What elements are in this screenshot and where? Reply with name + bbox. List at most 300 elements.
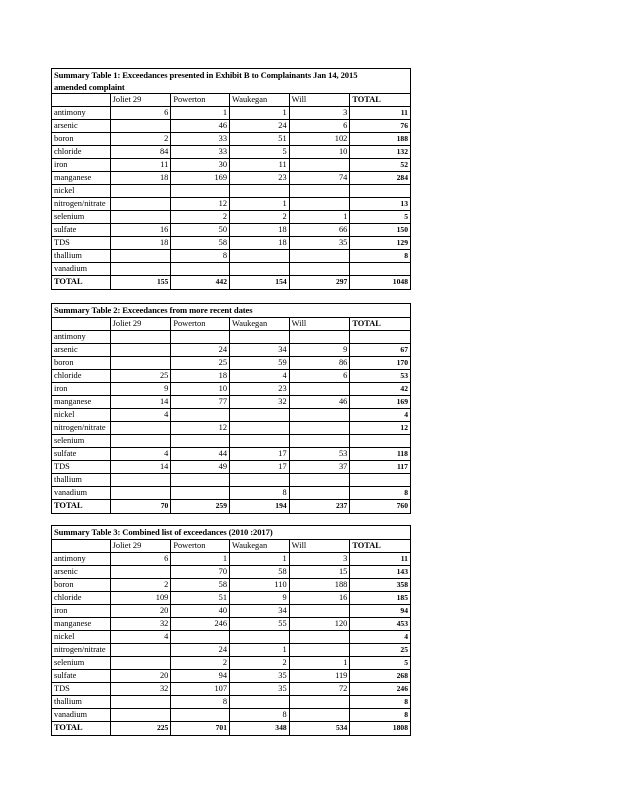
value-cell: 94 [400,605,408,615]
row-label: TDS [52,683,111,695]
value-cell: 155 [111,276,172,289]
row-label: vanadium [52,263,111,275]
value-cell: 129 [396,238,408,247]
value-cell [111,211,172,223]
value-cell [111,185,172,197]
row-label: sulfate [52,224,111,236]
value-cell: 58 [230,566,290,578]
value-cell: 2 [230,657,290,669]
value-cell: 24 [171,344,230,356]
row-label: selenium [52,211,111,223]
value-cell: 120 [290,618,351,630]
table-row [52,344,410,357]
value-cell: 442 [171,276,230,289]
value-cell: 11 [400,553,408,563]
header-cell: Joliet 29 [111,94,172,106]
value-cell: 46 [290,396,351,408]
table-row [52,683,410,696]
value-cell [111,657,172,669]
value-cell: 18 [171,370,230,382]
value-cell: 8 [404,696,408,706]
value-cell [290,487,351,499]
value-cell: 194 [230,500,290,513]
value-cell [290,331,351,343]
value-cell [111,644,172,656]
value-cell: 2 [171,657,230,669]
table-row [52,120,410,133]
value-cell [290,198,351,210]
table-row [52,198,410,211]
summary-table-2 [51,303,411,514]
value-cell [230,331,290,343]
table-row [52,211,410,224]
value-cell: 1 [230,107,290,119]
table-row [52,657,410,670]
value-cell: 1048 [392,277,408,286]
table-row [52,435,410,448]
value-cell: 268 [396,670,408,680]
row-label: arsenic [52,566,111,578]
value-cell: 6 [111,107,172,119]
header-cell: Waukegan [230,318,290,330]
table-row [52,263,410,276]
value-cell: 4 [404,631,408,641]
value-cell: 24 [230,120,290,132]
table-row [52,696,410,709]
value-cell [111,250,172,262]
value-cell: 8 [230,709,290,721]
value-cell [230,435,290,447]
value-cell: 8 [171,696,230,708]
value-cell [290,159,351,171]
value-cell: 1 [230,553,290,565]
row-label: selenium [52,657,111,669]
value-cell: 185 [396,592,408,602]
row-label: arsenic [52,120,111,132]
value-cell: 25 [171,357,230,369]
value-cell: 18 [230,237,290,249]
value-cell: 1 [230,198,290,210]
row-label: antimony [52,553,111,565]
value-cell: 3 [290,107,351,119]
table-row [52,461,410,474]
value-cell: 760 [396,500,408,510]
value-cell: 8 [404,709,408,719]
header-cell [52,94,111,106]
table-row [52,331,410,344]
value-cell [171,631,230,643]
value-cell: 25 [111,370,172,382]
table-row [52,579,410,592]
header-cell [52,540,111,552]
caption-line-2: amended complaint [54,81,125,92]
value-cell: 225 [111,722,172,735]
value-cell: 8 [230,487,290,499]
table-row [52,644,410,657]
value-cell: 23 [230,172,290,184]
table-caption [52,304,410,318]
value-cell [230,474,290,486]
value-cell [111,709,172,721]
value-cell [230,263,290,275]
value-cell: 170 [396,357,408,367]
value-cell: 8 [404,487,408,497]
value-cell: 46 [171,120,230,132]
table-body [52,107,410,289]
value-cell: 67 [400,344,408,354]
value-cell: 18 [230,224,290,236]
value-cell: 1808 [392,722,408,732]
value-cell: 102 [290,133,351,145]
value-cell [290,263,351,275]
value-cell [350,263,410,275]
table-row [52,133,410,146]
value-cell: 117 [397,461,408,471]
value-cell: 70 [171,566,230,578]
table-caption [52,526,410,540]
value-cell: 1 [290,657,351,669]
header-cell: Will [290,540,351,552]
header-row [52,318,410,331]
header-cell: Joliet 29 [111,540,172,552]
value-cell: 1 [290,211,351,223]
value-cell: 16 [111,224,172,236]
value-cell: 2 [171,211,230,223]
value-cell: 188 [396,134,408,143]
value-cell: 18 [111,237,172,249]
value-cell: 51 [230,133,290,145]
row-label: iron [52,159,111,171]
value-cell: 297 [290,276,351,289]
table-row [52,370,410,383]
value-cell [111,474,172,486]
value-cell: 154 [230,276,290,289]
value-cell [171,331,230,343]
value-cell [171,263,230,275]
value-cell [111,198,172,210]
value-cell: 35 [230,683,290,695]
table-row [52,618,410,631]
value-cell: 35 [230,670,290,682]
value-cell: 1 [230,644,290,656]
value-cell: 30 [171,159,230,171]
value-cell: 169 [396,396,408,406]
value-cell: 6 [290,120,351,132]
table-row [52,396,410,409]
header-row [52,540,410,553]
value-cell: 11 [230,159,290,171]
header-cell: Waukegan [230,94,290,106]
value-cell: 6 [290,370,351,382]
value-cell: 53 [290,448,351,460]
value-cell: 132 [396,147,408,156]
value-cell: 701 [171,722,230,735]
value-cell [290,383,351,395]
value-cell [230,185,290,197]
value-cell: 32 [230,396,290,408]
value-cell: 8 [404,251,408,260]
header-cell: Powerton [171,94,230,106]
value-cell [290,250,351,262]
value-cell: 118 [397,448,408,458]
row-label: thallium [52,474,111,486]
value-cell: 55 [230,618,290,630]
value-cell: 534 [290,722,351,735]
value-cell: 6 [111,553,172,565]
header-cell: TOTAL [352,540,381,550]
header-cell: Waukegan [230,540,290,552]
value-cell: 32 [111,683,172,695]
value-cell [290,409,351,421]
value-cell [111,357,172,369]
row-label: chloride [52,370,111,382]
row-label: sulfate [52,670,111,682]
value-cell: 348 [230,722,290,735]
value-cell: 35 [290,237,351,249]
value-cell: 20 [111,605,172,617]
value-cell: 188 [290,579,351,591]
summary-table-3 [51,525,411,736]
value-cell [290,696,351,708]
row-label: TOTAL [52,722,111,735]
summary-table-1 [51,68,411,290]
value-cell: 66 [290,224,351,236]
value-cell: 77 [171,396,230,408]
value-cell: 4 [111,631,172,643]
header-row [52,94,410,107]
value-cell: 33 [171,133,230,145]
value-cell: 107 [171,683,230,695]
value-cell [111,263,172,275]
value-cell: 8 [171,250,230,262]
table-row [52,172,410,185]
header-cell: Powerton [171,540,230,552]
value-cell: 14 [111,461,172,473]
value-cell: 42 [400,383,408,393]
row-label: iron [52,605,111,617]
value-cell: 84 [111,146,172,158]
value-cell [290,422,351,434]
table-caption [52,69,410,94]
total-row [52,722,410,735]
table-body [52,553,410,735]
value-cell: 58 [171,237,230,249]
value-cell: 109 [111,592,172,604]
value-cell: 72 [290,683,351,695]
table-row [52,487,410,500]
table-row [52,605,410,618]
value-cell [290,185,351,197]
value-cell: 49 [171,461,230,473]
value-cell: 10 [171,383,230,395]
value-cell [290,435,351,447]
value-cell: 24 [171,644,230,656]
value-cell: 110 [230,579,290,591]
table-row [52,422,410,435]
row-label: nickel [52,409,111,421]
value-cell: 3 [290,553,351,565]
row-label: chloride [52,592,111,604]
value-cell: 10 [290,146,351,158]
value-cell [171,709,230,721]
value-cell: 23 [230,383,290,395]
value-cell: 5 [404,212,408,221]
row-label: manganese [52,618,111,630]
header-cell: TOTAL [352,318,381,328]
value-cell: 12 [171,198,230,210]
value-cell: 15 [290,566,351,578]
value-cell [290,709,351,721]
row-label: arsenic [52,344,111,356]
value-cell: 17 [230,461,290,473]
value-cell [111,566,172,578]
table-row [52,409,410,422]
value-cell: 5 [404,657,408,667]
total-row [52,500,410,513]
value-cell: 237 [290,500,351,513]
row-label: manganese [52,396,111,408]
value-cell: 37 [290,461,351,473]
value-cell: 44 [171,448,230,460]
value-cell: 40 [171,605,230,617]
header-cell: Powerton [171,318,230,330]
row-label: nitrogen/nitrate [52,198,111,210]
value-cell [350,331,410,343]
value-cell [111,435,172,447]
value-cell: 246 [396,683,408,693]
row-label: selenium [52,435,111,447]
row-label: nitrogen/nitrate [52,644,111,656]
value-cell: 4 [111,409,172,421]
table-row [52,357,410,370]
value-cell: 70 [111,500,172,513]
table-row [52,566,410,579]
value-cell: 58 [171,579,230,591]
value-cell: 169 [171,172,230,184]
value-cell: 12 [400,422,408,432]
row-label: boron [52,357,111,369]
value-cell [230,250,290,262]
row-label: TDS [52,461,111,473]
value-cell: 9 [290,344,351,356]
table-row [52,159,410,172]
value-cell: 2 [111,579,172,591]
value-cell [111,487,172,499]
value-cell [171,474,230,486]
value-cell: 246 [171,618,230,630]
value-cell: 86 [290,357,351,369]
value-cell: 53 [400,370,408,380]
table-row [52,553,410,566]
caption-line-1: Summary Table 1: Exceedances presented in Exhibit B to Complainants Jan 14, 2015 [54,70,358,80]
value-cell: 94 [171,670,230,682]
row-label: vanadium [52,487,111,499]
value-cell: 5 [230,146,290,158]
row-label: manganese [52,172,111,184]
value-cell: 4 [230,370,290,382]
row-label: nitrogen/nitrate [52,422,111,434]
value-cell: 143 [396,566,408,576]
value-cell [171,185,230,197]
table-row [52,383,410,396]
value-cell: 11 [400,108,408,117]
value-cell: 9 [111,383,172,395]
value-cell: 4 [404,409,408,419]
table-row [52,250,410,263]
table-body [52,331,410,513]
table-row [52,709,410,722]
value-cell: 9 [230,592,290,604]
value-cell [111,696,172,708]
table-row [52,631,410,644]
value-cell [111,422,172,434]
table-row [52,185,410,198]
table-row [52,146,410,159]
table-row [52,448,410,461]
row-label: iron [52,383,111,395]
value-cell: 74 [290,172,351,184]
value-cell: 12 [171,422,230,434]
value-cell: 13 [400,199,408,208]
row-label: antimony [52,107,111,119]
value-cell [350,435,410,447]
value-cell [230,696,290,708]
value-cell: 34 [230,605,290,617]
value-cell: 453 [396,618,408,628]
value-cell: 34 [230,344,290,356]
header-cell [52,318,111,330]
value-cell: 25 [400,644,408,654]
value-cell: 1 [171,553,230,565]
value-cell: 284 [396,173,408,182]
caption-line-1: Summary Table 2: Exceedances from more recent dates [54,305,253,315]
value-cell [350,474,410,486]
total-row [52,276,410,289]
table-row [52,224,410,237]
row-label: antimony [52,331,111,343]
value-cell: 20 [111,670,172,682]
row-label: nickel [52,631,111,643]
header-cell: TOTAL [352,95,381,104]
value-cell: 59 [230,357,290,369]
table-row [52,670,410,683]
value-cell [230,631,290,643]
header-cell: Will [290,94,351,106]
value-cell [171,487,230,499]
value-cell: 52 [400,160,408,169]
value-cell: 1 [171,107,230,119]
header-cell: Will [290,318,351,330]
value-cell [290,605,351,617]
value-cell [111,344,172,356]
row-label: thallium [52,250,111,262]
table-row [52,474,410,487]
value-cell: 2 [230,211,290,223]
value-cell: 33 [171,146,230,158]
table-row [52,237,410,250]
value-cell [290,474,351,486]
value-cell: 76 [400,121,408,130]
value-cell [171,435,230,447]
value-cell [111,120,172,132]
value-cell [230,422,290,434]
row-label: nickel [52,185,111,197]
value-cell: 18 [111,172,172,184]
value-cell: 119 [290,670,351,682]
row-label: TOTAL [52,500,111,513]
row-label: TOTAL [52,276,111,289]
value-cell [171,409,230,421]
